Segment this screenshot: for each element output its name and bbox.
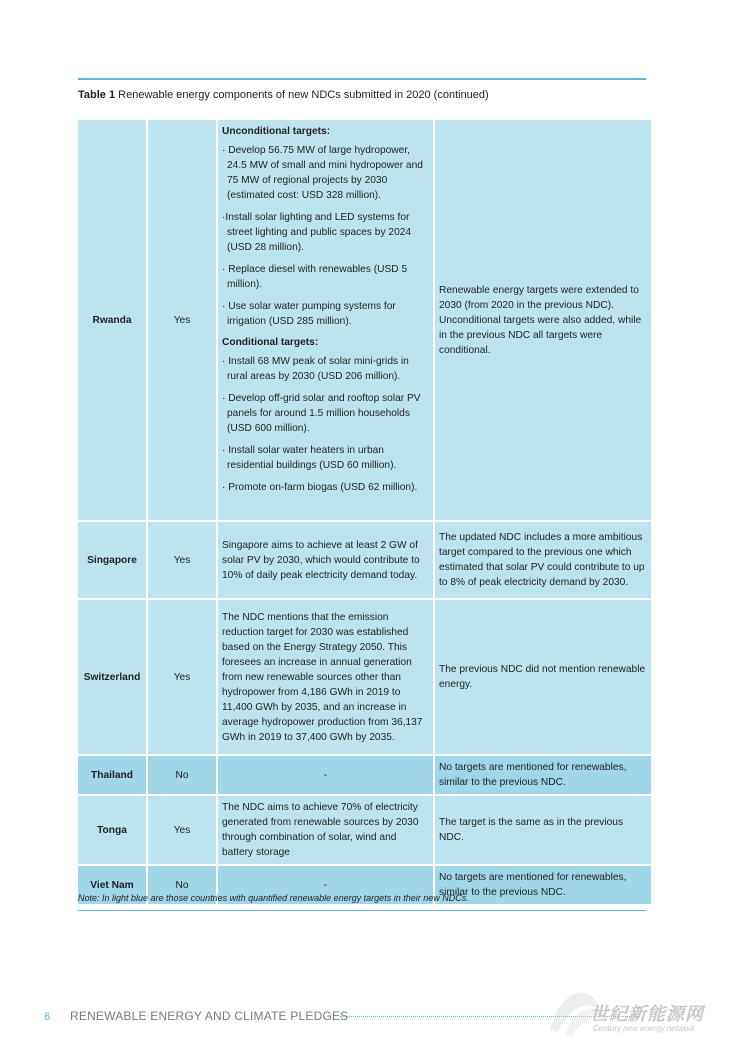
list-item: · Replace diesel with renewables (USD 5 million).: [222, 264, 408, 290]
list-item: · Install solar water heaters in urban residential buildings (USD 60 million).: [222, 445, 397, 471]
comparison-cell: The previous NDC did not mention renewable energy.: [435, 600, 651, 754]
description-cell: [218, 120, 433, 520]
country-cell: Rwanda: [78, 120, 146, 520]
conditional-heading: Conditional targets:: [222, 337, 319, 348]
comparison-cell: No targets are mentioned for renewables, similar to the previous NDC.: [435, 756, 651, 794]
table-caption-text: Renewable energy components of new NDCs submitted in 2020 (continued): [118, 89, 489, 101]
list-item: · Develop 56.75 MW of large hydropower, 24.5 MW of small and mini hydropower and 75 MW of regional projects by 2030 (estimated cost: USD 328 million).: [222, 145, 423, 201]
comparison-cell: Renewable energy targets were extended to 2030 (from 2020 in the previous NDC). Unconditional targets were also added, while in the previous NDC all targets were conditional.: [435, 120, 651, 520]
country-cell: Switzerland: [78, 600, 146, 754]
description-cell: -: [218, 866, 433, 904]
list-item: · Develop off-grid solar and rooftop solar PV panels for around 1.5 million households (USD 600 million).: [222, 393, 421, 434]
watermark-text: 世纪新能源网: [590, 1004, 704, 1024]
country-cell: Tonga: [78, 796, 146, 864]
target-cell: No: [148, 866, 216, 904]
description-cell: Singapore aims to achieve at least 2 GW of solar PV by 2030, which would contribute to 10% of daily peak electricity demand today.: [218, 522, 433, 598]
country-cell: Singapore: [78, 522, 146, 598]
table-row-tonga: [78, 796, 651, 864]
table-caption: [78, 89, 489, 101]
target-cell: No: [148, 756, 216, 794]
table-row-switzerland: [78, 600, 651, 754]
list-item: ·Install solar lighting and LED systems for street lighting and public spaces by 2024 (USD 28 million).: [222, 212, 412, 253]
unconditional-heading: Unconditional targets:: [222, 126, 331, 137]
country-cell: Viet Nam: [78, 866, 146, 904]
target-cell: Yes: [148, 600, 216, 754]
list-item: · Install 68 MW peak of solar mini-grids in rural areas by 2030 (USD 206 million).: [222, 356, 409, 382]
comparison-cell: No targets are mentioned for renewables, similar to the previous NDC.: [435, 866, 651, 904]
description-cell: -: [218, 756, 433, 794]
target-cell: Yes: [148, 796, 216, 864]
country-cell: Thailand: [78, 756, 146, 794]
table-row-rwanda: [78, 120, 651, 520]
top-rule: [78, 78, 646, 80]
target-cell: Yes: [148, 120, 216, 520]
table-caption-label: Table 1: [78, 89, 116, 101]
bottom-rule: [78, 910, 646, 911]
description-cell: The NDC mentions that the emission reduction target for 2030 was established based on the Energy Strategy 2050. This foresees an increase in annual generation from new renewable sources other than hydropower from 4,186 GWh in 2019 to 11,400 GWh by 2035, and an increase in average hydropower production from 36,137 GWh in 2019 to 37,400 GWh by 2035.: [218, 600, 433, 754]
page-number: 6: [44, 1011, 51, 1023]
comparison-cell: The target is the same as in the previous NDC.: [435, 796, 651, 864]
footer-title: RENEWABLE ENERGY AND CLIMATE PLEDGES: [70, 1009, 349, 1023]
description-cell: The NDC aims to achieve 70% of electricity generated from renewable sources by 2030 through combination of solar, wind and battery storage: [218, 796, 433, 864]
watermark-subtext: Century new energy network: [593, 1024, 695, 1033]
list-item: · Promote on-farm biogas (USD 62 million).: [222, 482, 418, 493]
ndc-table: [76, 118, 653, 906]
list-item: · Use solar water pumping systems for irrigation (USD 285 million).: [222, 301, 396, 327]
table-note: Note: In light blue are those countries with quantified renewable energy targets in their new NDCs.: [78, 893, 469, 903]
target-cell: Yes: [148, 522, 216, 598]
table-row-thailand: [78, 756, 651, 794]
table-row-singapore: [78, 522, 651, 598]
comparison-cell: The updated NDC includes a more ambitious target compared to the previous one which estimated that solar PV could contribute to up to 8% of peak electricity demand by 2030.: [435, 522, 651, 598]
